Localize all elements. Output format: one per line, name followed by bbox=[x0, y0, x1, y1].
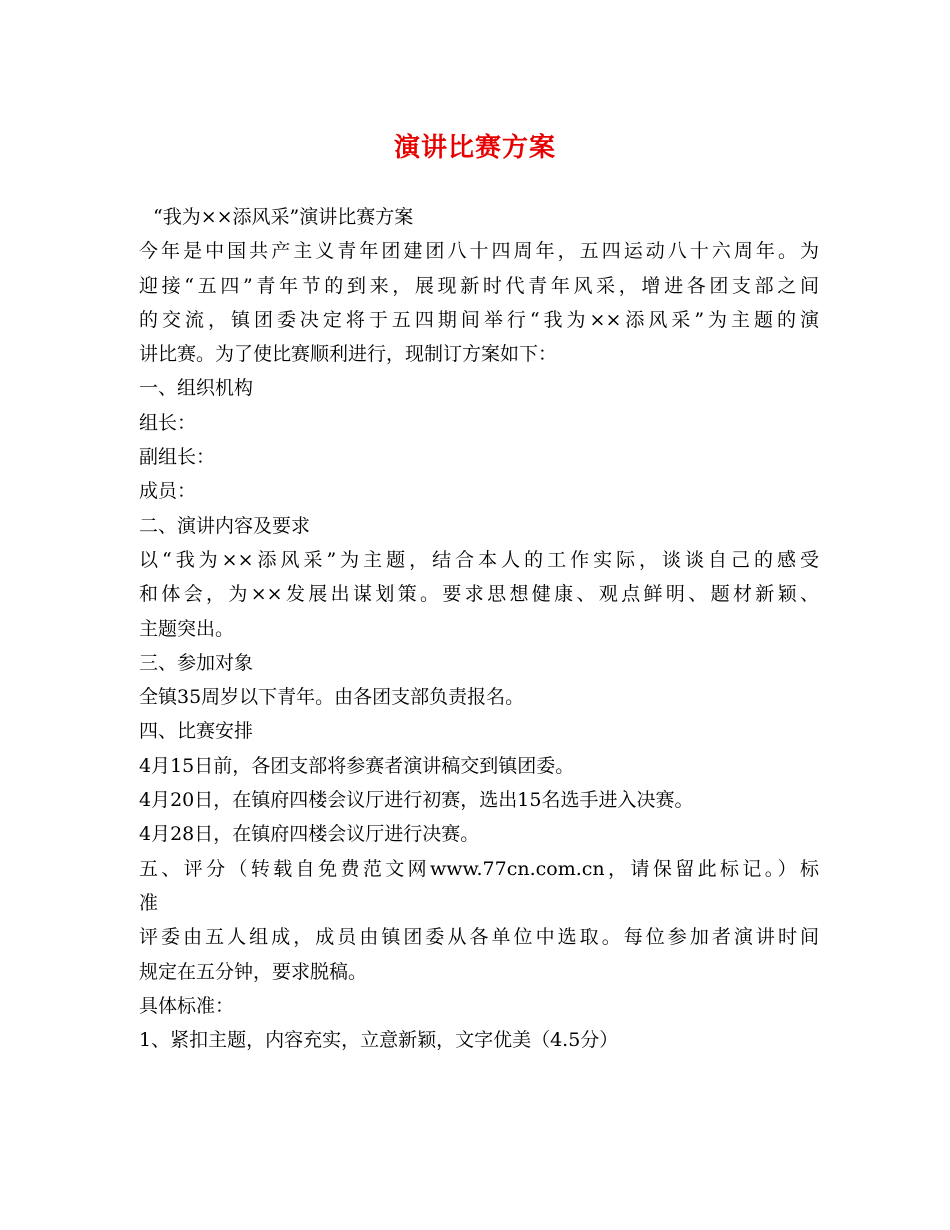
paragraph-line: 4月20日，在镇府四楼会议厅进行初赛，选出15名选手进入决赛。 bbox=[139, 789, 694, 812]
section-heading: 三、参加对象 bbox=[139, 651, 254, 674]
section-heading: 二、演讲内容及要求 bbox=[139, 514, 311, 537]
section-heading: 五、评分（转载自免费范文网www.77cn.com.cn，请保留此标记。）标 bbox=[139, 857, 819, 880]
paragraph-line: 副组长： bbox=[139, 446, 216, 469]
paragraph-line: 讲比赛。为了使比赛顺利进行，现制订方案如下： bbox=[139, 343, 558, 366]
paragraph-line: 和体会，为××发展出谋划策。要求思想健康、观点鲜明、题材新颖、 bbox=[139, 583, 819, 606]
section-heading: 准 bbox=[139, 891, 159, 914]
section-heading: 四、比赛安排 bbox=[139, 720, 254, 743]
document-body bbox=[139, 200, 819, 1057]
paragraph-line: 4月28日，在镇府四楼会议厅进行决赛。 bbox=[139, 823, 480, 846]
paragraph-line: 4月15日前，各团支部将参赛者演讲稿交到镇团委。 bbox=[139, 754, 575, 777]
paragraph-line: 全镇35周岁以下青年。由各团支部负责报名。 bbox=[139, 686, 525, 709]
paragraph-line: 的交流，镇团委决定将于五四期间举行“我为××添风采”为主题的演 bbox=[139, 308, 819, 331]
paragraph-line: 规定在五分钟，要求脱稿。 bbox=[139, 960, 368, 983]
paragraph-line: 以“我为××添风采”为主题，结合本人的工作实际，谈谈自己的感受 bbox=[139, 548, 819, 571]
paragraph-line: 主题突出。 bbox=[139, 617, 235, 640]
subtitle-line: “我为××添风采”演讲比赛方案 bbox=[153, 206, 414, 228]
paragraph-line: 评委由五人组成，成员由镇团委从各单位中选取。每位参加者演讲时间 bbox=[139, 926, 819, 949]
paragraph-line: 组长： bbox=[139, 411, 197, 434]
paragraph-line: 迎接“五四”青年节的到来，展现新时代青年风采，增进各团支部之间 bbox=[139, 274, 819, 297]
paragraph-line: 今年是中国共产主义青年团建团八十四周年，五四运动八十六周年。为 bbox=[139, 240, 819, 263]
section-heading: 一、组织机构 bbox=[139, 377, 254, 400]
paragraph-line: 具体标准： bbox=[139, 994, 235, 1017]
document-title: 演讲比赛方案 bbox=[393, 133, 556, 163]
paragraph-line: 成员： bbox=[139, 480, 197, 503]
paragraph-line: 1、紧扣主题，内容充实，立意新颖，文字优美（4.5分） bbox=[139, 1029, 619, 1052]
